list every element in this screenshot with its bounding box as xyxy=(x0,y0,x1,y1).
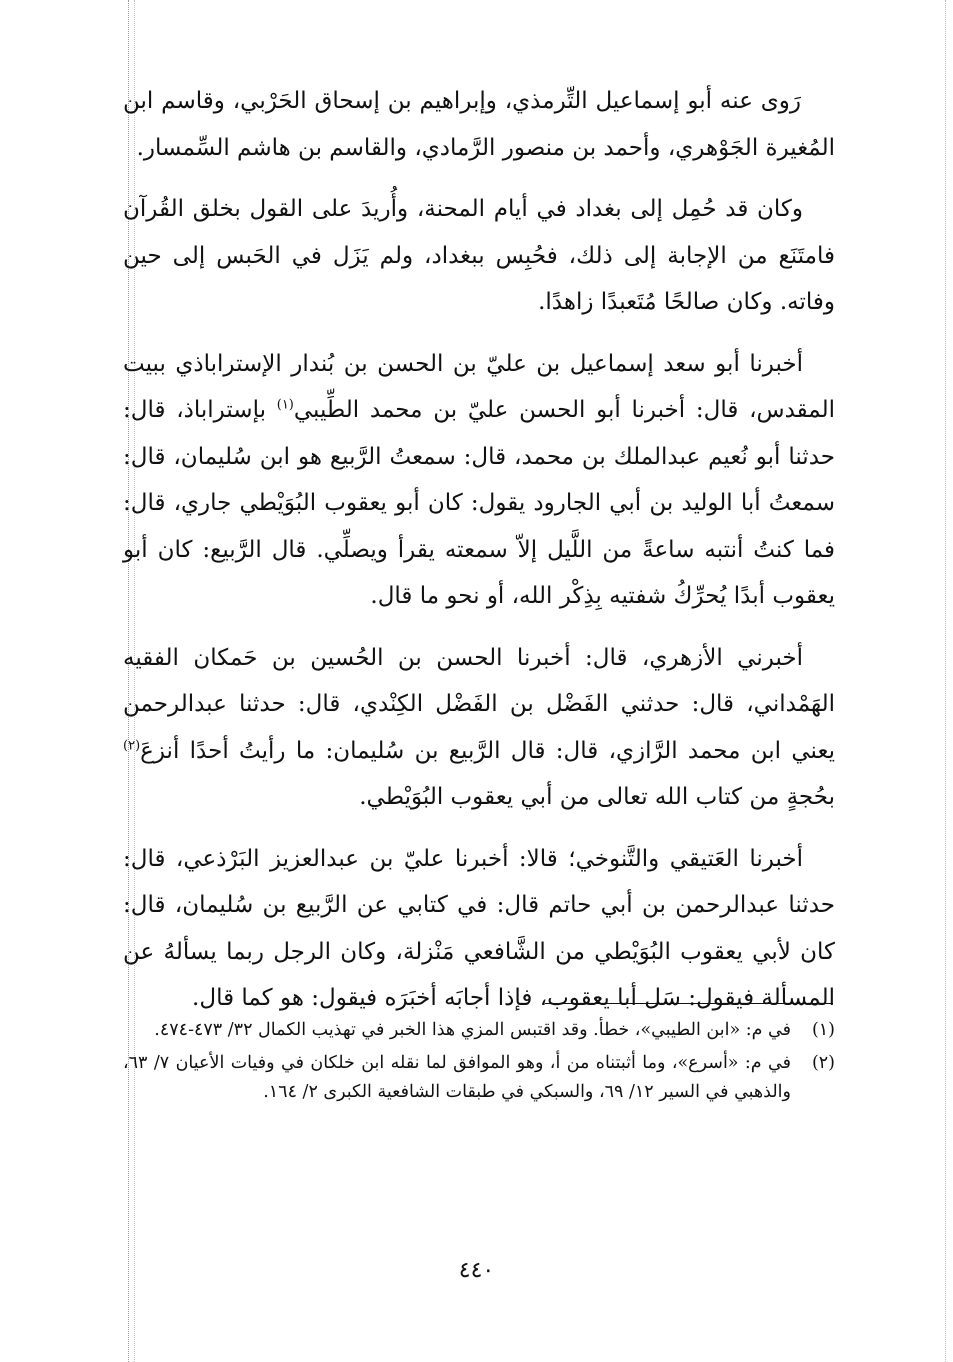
paragraph-text: بإستراباذ، قال: حدثنا أبو نُعيم عبدالملك بن محمد، قال: سمعتُ الرَّبيع هو ابن سُليمان، قال: سمعتُ أبا الوليد بن أبي الجارود يقول: كان أبو يعقوب البُوَيْطي جاري، قال: فما كنتُ أنتبه ساعةً من اللَّيل إلاّ سمعته يقرأ ويصلِّي. قال الرَّبيع: كان أبو يعقوب أبدًا يُحرِّكُ شفتيه بِذِكْر الله، أو نحو ما قال. xyxy=(123,397,835,609)
paragraph-narrators xyxy=(123,78,835,171)
footnote-number: (١) xyxy=(811,1020,835,1040)
paragraph-text: وكان قد حُمِل إلى بغداد في أيام المحنة، وأُريدَ على القول بخلق القُرآن فامتَنَع من الإجابة إلى ذلك، فحُبِس ببغداد، ولم يَزَل في الحَبس إلى حين وفاته. وكان صالحًا مُتَعبدًا زاهدًا. xyxy=(123,196,835,315)
paragraph-text: أخبرني الأزهري، قال: أخبرنا الحسن بن الحُسين بن حَمكان الفقيه الهَمْداني، قال: حدثني الفَضْل بن الفَضْل الكِنْدي، قال: حدثنا عبدالرحمن يعني ابن محمد الرَّازي، قال: قال الرَّبيع بن سُليمان: ما رأيتُ أحدًا أنزعَ xyxy=(123,644,835,764)
paragraph-mihna xyxy=(123,186,835,326)
paragraph-report-1 xyxy=(123,341,835,620)
paragraph-text: رَوى عنه أبو إسماعيل التِّرمذي، وإبراهيم بن إسحاق الحَرْبي، وقاسم ابن المُغيرة الجَوْهري، وأحمد بن منصور الرَّمادي، والقاسم بن هاشم السِّمسار. xyxy=(123,88,835,161)
paragraph-report-3 xyxy=(123,836,835,1022)
footnote-2 xyxy=(123,1049,835,1107)
footnote-text: في م: «ابن الطيبي»، خطأ. وقد اقتبس المزي هذا الخبر في تهذيب الكمال ٣٢/ ٤٧٣-٤٧٤. xyxy=(154,1020,791,1040)
paragraph-text: أخبرنا أبو سعد إسماعيل بن عليّ بن الحسن بن بُندار الإستراباذي ببيت المقدس، قال: أخبرنا أبو الحسن عليّ بن محمد الطِّيبي xyxy=(123,350,836,423)
paragraph-text: أخبرنا العَتيقي والتَّنوخي؛ قالا: أخبرنا عليّ بن عبدالعزيز البَرْذعي، قال: حدثنا عبدالرحمن بن أبي حاتم قال: في كتابي عن الرَّبيع بن سُليمان، قال: كان لأبي يعقوب البُوَيْطي من الشَّافعي مَنْزلة، وكان الرجل ربما يسألهُ عن المسألة فيقول: سَل أبا يعقوب، فإذا أجابَه أخبَرَه فيقول: هو كما قال. xyxy=(123,845,835,1011)
page-number: ٤٤٠ xyxy=(458,1258,495,1283)
footnote-marker-1: (١) xyxy=(276,397,294,413)
footnote-number: (٢) xyxy=(811,1053,835,1073)
main-text xyxy=(123,78,835,1037)
footnote-1 xyxy=(123,1016,835,1045)
footnote-separator xyxy=(545,1003,833,1004)
paragraph-report-2 xyxy=(123,635,835,821)
footnotes xyxy=(123,1016,835,1111)
footnote-marker-2: (٢) xyxy=(123,737,141,753)
paragraph-text: بحُجةٍ من كتاب الله تعالى من أبي يعقوب البُوَيْطي. xyxy=(359,784,835,810)
footnote-text: في م: «أسرع»، وما أثبتناه من أ، وهو الموافق لما نقله ابن خلكان في وفيات الأعيان ٧/ ٦٣، والذهبي في السير ١٢/ ٦٩، والسبكي في طبقات الشافعية الكبرى ٢/ ١٦٤. xyxy=(123,1053,791,1102)
page-edge-right xyxy=(945,0,946,1362)
